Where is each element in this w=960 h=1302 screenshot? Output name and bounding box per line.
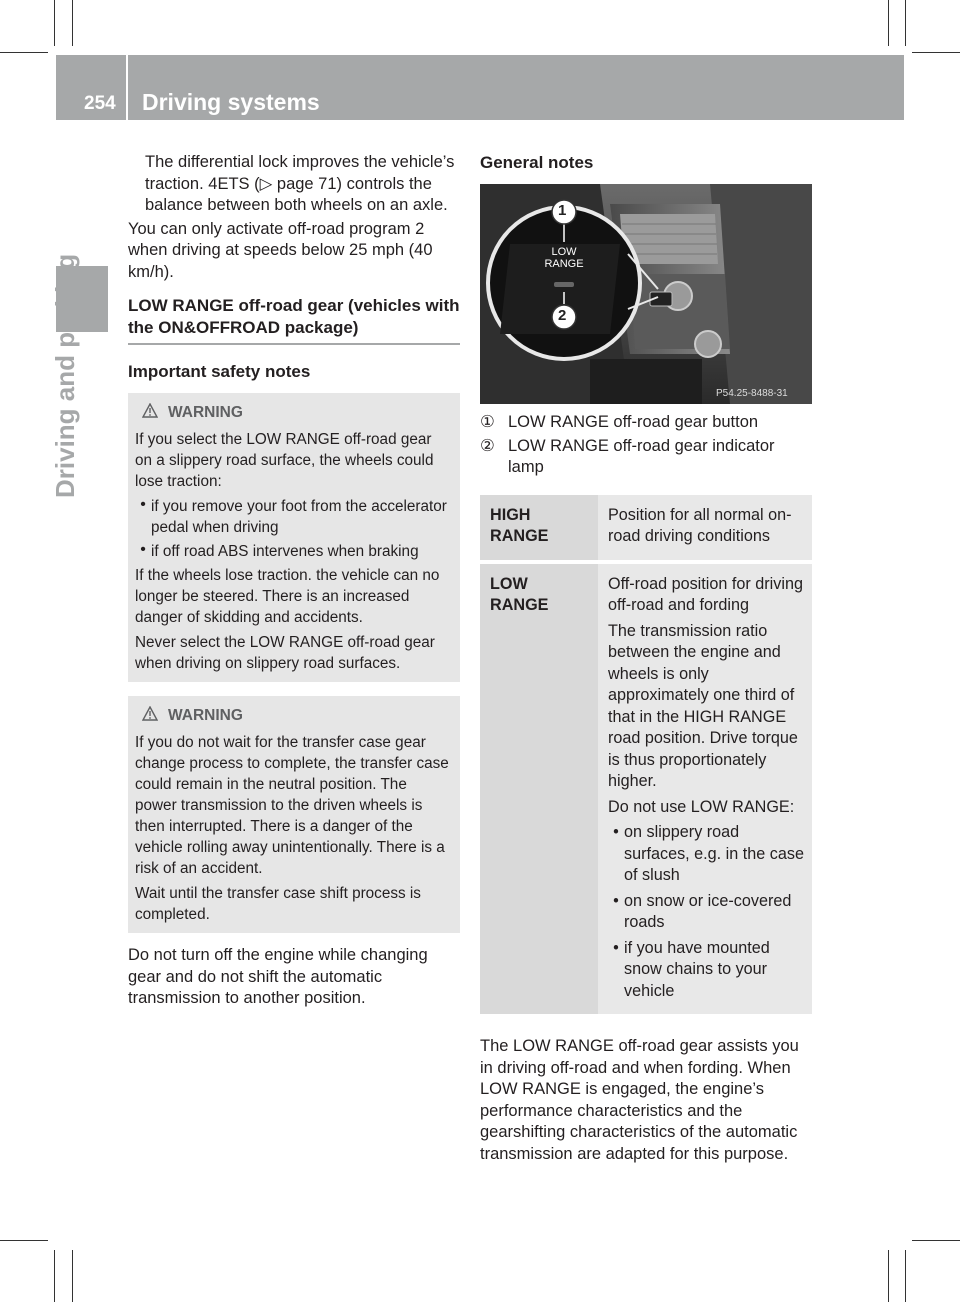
list-item: • on slippery road surfaces, e.g. in the case of slush	[613, 823, 804, 884]
crop-mark	[72, 1250, 73, 1302]
right-column	[480, 152, 812, 1165]
section-heading: LOW RANGE off-road gear (vehicles with the ON&OFFROAD package)	[128, 295, 460, 345]
warning-text: If the wheels lose traction. the vehicle can no longer be steered. There is an increased danger of skidding and accidents.	[135, 567, 440, 626]
console-photo	[480, 184, 812, 404]
table-value: Position for all normal on-road driving conditions	[598, 495, 812, 560]
crop-mark	[888, 0, 889, 46]
warning-header	[142, 403, 450, 423]
intro-paragraph-indented: The differential lock improves the vehicle’s traction. 4ETS (▷ page 71) controls the balance between both wheels on an axle.	[145, 153, 455, 214]
subheading: Important safety notes	[128, 362, 311, 381]
crop-mark	[888, 1250, 889, 1302]
list-item: • on snow or ice-covered roads	[613, 891, 792, 931]
range-table	[480, 495, 812, 1015]
table-value: Off-road position for driving off-road and fording The transmission ratio between the engine and wheels is only approximately one third of that in the HIGH RANGE road position. Drive torque is thus proportionately higher. Do not use LOW RANGE: • on slippery road surfaces, e.g. in the case of slush • on snow or ice-covered roads • if you have mounted snow chains to your vehicle	[598, 564, 812, 1015]
figure-code: P54.25-8488-31	[716, 388, 788, 399]
crop-mark	[54, 1250, 55, 1302]
warning-text: Never select the LOW RANGE off-road gear when driving on slippery road surfaces.	[135, 634, 435, 672]
warning-text: Wait until the transfer case shift process is completed.	[135, 885, 421, 923]
legend-item: ② LOW RANGE off-road gear indicator lamp	[480, 436, 775, 476]
list-item: • if you remove your foot from the accelerator pedal when driving	[140, 496, 447, 536]
table-key: LOW RANGE	[480, 564, 598, 1015]
warning-triangle-icon	[142, 706, 158, 726]
warning-header	[142, 706, 450, 726]
table-key: HIGH RANGE	[480, 495, 598, 560]
warning-box	[128, 393, 460, 682]
warning-label: WARNING	[168, 404, 243, 421]
button-label: LOW RANGE	[544, 246, 584, 270]
intro-paragraph: You can only activate off-road program 2 when driving at speeds below 25 mph (40 km/h).	[128, 219, 433, 281]
general-notes-heading: General notes	[480, 153, 594, 172]
page-title: Driving systems	[142, 89, 320, 115]
callout-2: 2	[558, 307, 567, 324]
list-item: • if off road ABS intervenes when braking	[140, 541, 419, 560]
warning-text: If you select the LOW RANGE off-road gear on a slippery road surface, the wheels could lose traction:	[135, 431, 434, 490]
crop-mark	[0, 1240, 48, 1241]
closing-paragraph: Do not turn off the engine while changing gear and do not shift the automatic transmission to another position.	[128, 946, 428, 1007]
left-column	[128, 152, 460, 1010]
crop-mark	[0, 52, 48, 53]
crop-mark	[912, 52, 960, 53]
closing-paragraph: The LOW RANGE off-road gear assists you in driving off-road and when fording. When LOW RANGE is engaged, the engine’s performance characteristics and the gearshifting characteristics of the automatic transmission are adapted for this purpose.	[480, 1037, 799, 1163]
warning-triangle-icon	[142, 403, 158, 423]
side-tab-label: Driving and parking	[50, 253, 80, 498]
crop-mark	[72, 0, 73, 46]
header-divider	[126, 55, 128, 120]
warning-box	[128, 696, 460, 933]
callout-1: 1	[558, 202, 567, 219]
crop-mark	[912, 1240, 960, 1241]
crop-mark	[905, 0, 906, 46]
crop-mark	[54, 0, 55, 46]
crop-mark	[905, 1250, 906, 1302]
list-item: • if you have mounted snow chains to your vehicle	[613, 938, 770, 1000]
warning-label: WARNING	[168, 707, 243, 724]
page-header	[56, 55, 904, 120]
page-number: 254	[84, 93, 116, 114]
legend-item: ① LOW RANGE off-road gear button	[480, 413, 759, 431]
table-row	[480, 495, 812, 560]
table-row	[480, 564, 812, 1015]
warning-text: If you do not wait for the transfer case gear change process to complete, the transfer case could remain in the neutral position. The power transmission to the driven wheels is then interrupted. There is a danger of the vehicle rolling away unintentionally. There is a risk of an accident.	[135, 734, 449, 877]
